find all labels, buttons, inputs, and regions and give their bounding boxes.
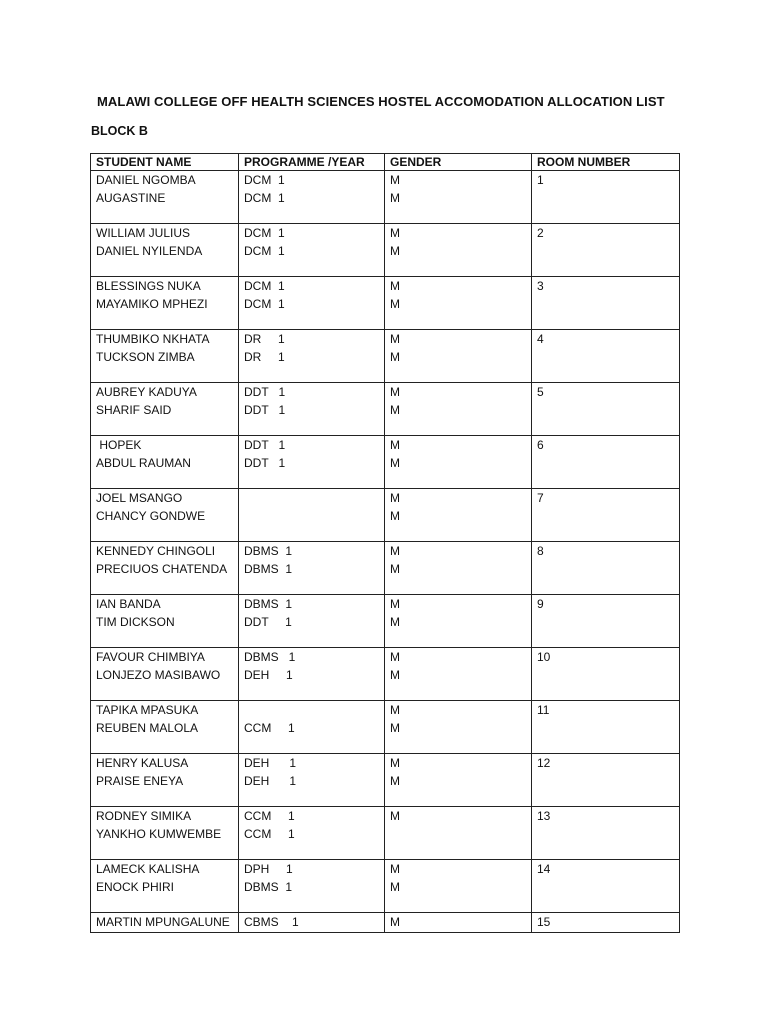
- gender-cell: [385, 224, 532, 277]
- student-name: LONJEZO MASIBAWO: [96, 667, 221, 682]
- programme-year: CBMS 1: [244, 915, 299, 929]
- header-student-name: STUDENT NAME: [91, 154, 239, 171]
- gender-cell: [385, 701, 532, 754]
- programme-year: DPH 1: [244, 862, 293, 876]
- programme-year-cell: [239, 807, 385, 860]
- table-row: [91, 913, 680, 933]
- programme-year: DEH 1: [244, 773, 297, 788]
- programme-year-cell: [239, 701, 385, 754]
- programme-year-cell: [239, 913, 385, 933]
- gender: M: [390, 349, 400, 364]
- table-row: [91, 860, 680, 913]
- table-row: [91, 330, 680, 383]
- student-name-cell: [91, 913, 239, 933]
- student-name: YANKHO KUMWEMBE: [96, 826, 222, 841]
- student-name-cell: [91, 648, 239, 701]
- student-name: CHANCY GONDWE: [96, 508, 206, 523]
- gender: M: [390, 455, 400, 470]
- table-row: [91, 489, 680, 542]
- gender: M: [390, 296, 400, 311]
- gender: M: [390, 667, 400, 682]
- programme-year-cell: [239, 648, 385, 701]
- gender: M: [390, 402, 400, 417]
- gender: M: [390, 190, 400, 205]
- table-row: [91, 754, 680, 807]
- programme-year: DBMS 1: [244, 561, 293, 576]
- table-row: [91, 224, 680, 277]
- programme-year: CCM 1: [244, 720, 295, 735]
- room-number-cell: 15: [532, 913, 680, 933]
- header-gender: GENDER: [385, 154, 532, 171]
- student-name: KENNEDY CHINGOLI: [96, 544, 216, 558]
- programme-year: DCM 1: [244, 173, 285, 187]
- student-name: HOPEK: [96, 438, 142, 452]
- programme-year: DDT 1: [244, 455, 286, 470]
- student-name-cell: [91, 807, 239, 860]
- student-name: WILLIAM JULIUS: [96, 226, 191, 240]
- programme-year: DDT 1: [244, 438, 286, 452]
- programme-year: DBMS 1: [244, 544, 293, 558]
- student-name: PRAISE ENEYA: [96, 773, 184, 788]
- programme-year-cell: [239, 224, 385, 277]
- programme-year: DDT 1: [244, 614, 292, 629]
- gender-cell: [385, 807, 532, 860]
- header-room-number: ROOM NUMBER: [532, 154, 680, 171]
- programme-year: DCM 1: [244, 190, 285, 205]
- table-row: [91, 648, 680, 701]
- student-name-cell: [91, 171, 239, 224]
- table-row: [91, 542, 680, 595]
- student-name: REUBEN MALOLA: [96, 720, 199, 735]
- programme-year-cell: [239, 330, 385, 383]
- gender: M: [390, 703, 400, 717]
- room-number-cell: 12: [532, 754, 680, 807]
- gender-cell: [385, 648, 532, 701]
- gender: M: [390, 544, 400, 558]
- gender: M: [390, 773, 400, 788]
- student-name-cell: [91, 277, 239, 330]
- programme-year: DDT 1: [244, 385, 286, 399]
- programme-year-cell: [239, 860, 385, 913]
- gender: M: [390, 614, 400, 629]
- student-name-cell: [91, 701, 239, 754]
- room-number-cell: 7: [532, 489, 680, 542]
- student-name: ENOCK PHIRI: [96, 879, 175, 894]
- gender: M: [390, 561, 400, 576]
- student-name-cell: [91, 489, 239, 542]
- gender-cell: [385, 489, 532, 542]
- gender: M: [390, 508, 400, 523]
- block-label: BLOCK B: [91, 124, 148, 138]
- student-name: FAVOUR CHIMBIYA: [96, 650, 205, 664]
- gender: M: [390, 809, 400, 823]
- gender: [390, 826, 526, 844]
- gender-cell: [385, 913, 532, 933]
- table-row: [91, 595, 680, 648]
- student-name: THUMBIKO NKHATA: [96, 332, 210, 346]
- programme-year-cell: [239, 436, 385, 489]
- programme-year-cell: [239, 383, 385, 436]
- gender-cell: [385, 383, 532, 436]
- gender: M: [390, 226, 400, 240]
- programme-year: DBMS 1: [244, 650, 296, 664]
- gender-cell: [385, 436, 532, 489]
- gender: M: [390, 756, 400, 770]
- gender: M: [390, 438, 400, 452]
- programme-year-cell: [239, 754, 385, 807]
- table-row: [91, 436, 680, 489]
- programme-year-cell: [239, 171, 385, 224]
- programme-year: DCM 1: [244, 226, 285, 240]
- room-number-cell: 6: [532, 436, 680, 489]
- student-name: AUBREY KADUYA: [96, 385, 197, 399]
- room-number-cell: 9: [532, 595, 680, 648]
- programme-year: DCM 1: [244, 279, 285, 293]
- student-name: TAPIKA MPASUKA: [96, 703, 199, 717]
- gender: M: [390, 597, 400, 611]
- student-name-cell: [91, 436, 239, 489]
- gender-cell: [385, 542, 532, 595]
- student-name: AUGASTINE: [96, 190, 166, 205]
- gender-cell: [385, 595, 532, 648]
- student-name: PRECIUOS CHATENDA: [96, 561, 228, 576]
- programme-year: DBMS 1: [244, 879, 293, 894]
- student-name: SHARIF SAID: [96, 402, 172, 417]
- gender: M: [390, 243, 400, 258]
- student-name-cell: [91, 860, 239, 913]
- table-row: [91, 171, 680, 224]
- gender: M: [390, 385, 400, 399]
- programme-year: DDT 1: [244, 402, 286, 417]
- programme-year: DEH 1: [244, 756, 297, 770]
- student-name: TIM DICKSON: [96, 614, 175, 629]
- programme-year: DBMS 1: [244, 597, 293, 611]
- student-name: BLESSINGS NUKA: [96, 279, 201, 293]
- programme-year: CCM 1: [244, 809, 295, 823]
- gender-cell: [385, 330, 532, 383]
- student-name-cell: [91, 383, 239, 436]
- room-number-cell: 4: [532, 330, 680, 383]
- student-name-cell: [91, 224, 239, 277]
- gender-cell: [385, 277, 532, 330]
- student-name: TUCKSON ZIMBA: [96, 349, 195, 364]
- student-name-cell: [91, 542, 239, 595]
- programme-year: DCM 1: [244, 243, 285, 258]
- gender: M: [390, 720, 400, 735]
- student-name: MARTIN MPUNGALUNE: [96, 915, 230, 929]
- gender-cell: [385, 860, 532, 913]
- gender: M: [390, 491, 400, 505]
- gender-cell: [385, 171, 532, 224]
- room-number-cell: 14: [532, 860, 680, 913]
- programme-year-cell: [239, 489, 385, 542]
- programme-year-cell: [239, 595, 385, 648]
- student-name-cell: [91, 595, 239, 648]
- programme-year-cell: [239, 277, 385, 330]
- room-number-cell: 13: [532, 807, 680, 860]
- gender: M: [390, 332, 400, 346]
- student-name: JOEL MSANGO: [96, 491, 183, 505]
- gender: M: [390, 879, 400, 894]
- table-row: [91, 277, 680, 330]
- table-row: [91, 383, 680, 436]
- programme-year-cell: [239, 542, 385, 595]
- programme-year: DEH 1: [244, 667, 293, 682]
- student-name-cell: [91, 330, 239, 383]
- gender: M: [390, 650, 400, 664]
- table-body: [91, 171, 680, 933]
- programme-year: [244, 702, 379, 720]
- student-name: ABDUL RAUMAN: [96, 455, 191, 470]
- room-number-cell: 5: [532, 383, 680, 436]
- allocation-table: [90, 153, 680, 933]
- student-name: MAYAMIKO MPHEZI: [96, 296, 208, 311]
- room-number-cell: 10: [532, 648, 680, 701]
- gender: M: [390, 915, 400, 929]
- document-title: MALAWI COLLEGE OFF HEALTH SCIENCES HOSTEL ACCOMODATION ALLOCATION LIST: [97, 94, 665, 109]
- table-header-row: [91, 154, 680, 171]
- student-name: DANIEL NYILENDA: [96, 243, 203, 258]
- room-number-cell: 3: [532, 277, 680, 330]
- programme-year: CCM 1: [244, 826, 295, 841]
- student-name-cell: [91, 754, 239, 807]
- student-name: HENRY KALUSA: [96, 756, 189, 770]
- gender-cell: [385, 754, 532, 807]
- table-row: [91, 807, 680, 860]
- student-name: LAMECK KALISHA: [96, 862, 200, 876]
- programme-year: DR 1: [244, 332, 285, 346]
- room-number-cell: 8: [532, 542, 680, 595]
- gender: M: [390, 862, 400, 876]
- programme-year: [244, 508, 379, 526]
- gender: M: [390, 173, 400, 187]
- programme-year: DR 1: [244, 349, 285, 364]
- room-number-cell: 1: [532, 171, 680, 224]
- gender: M: [390, 279, 400, 293]
- student-name: DANIEL NGOMBA: [96, 173, 196, 187]
- header-programme-year: PROGRAMME /YEAR: [239, 154, 385, 171]
- programme-year: DCM 1: [244, 296, 285, 311]
- room-number-cell: 11: [532, 701, 680, 754]
- table-row: [91, 701, 680, 754]
- room-number-cell: 2: [532, 224, 680, 277]
- student-name: RODNEY SIMIKA: [96, 809, 192, 823]
- student-name: IAN BANDA: [96, 597, 161, 611]
- programme-year: [244, 490, 379, 508]
